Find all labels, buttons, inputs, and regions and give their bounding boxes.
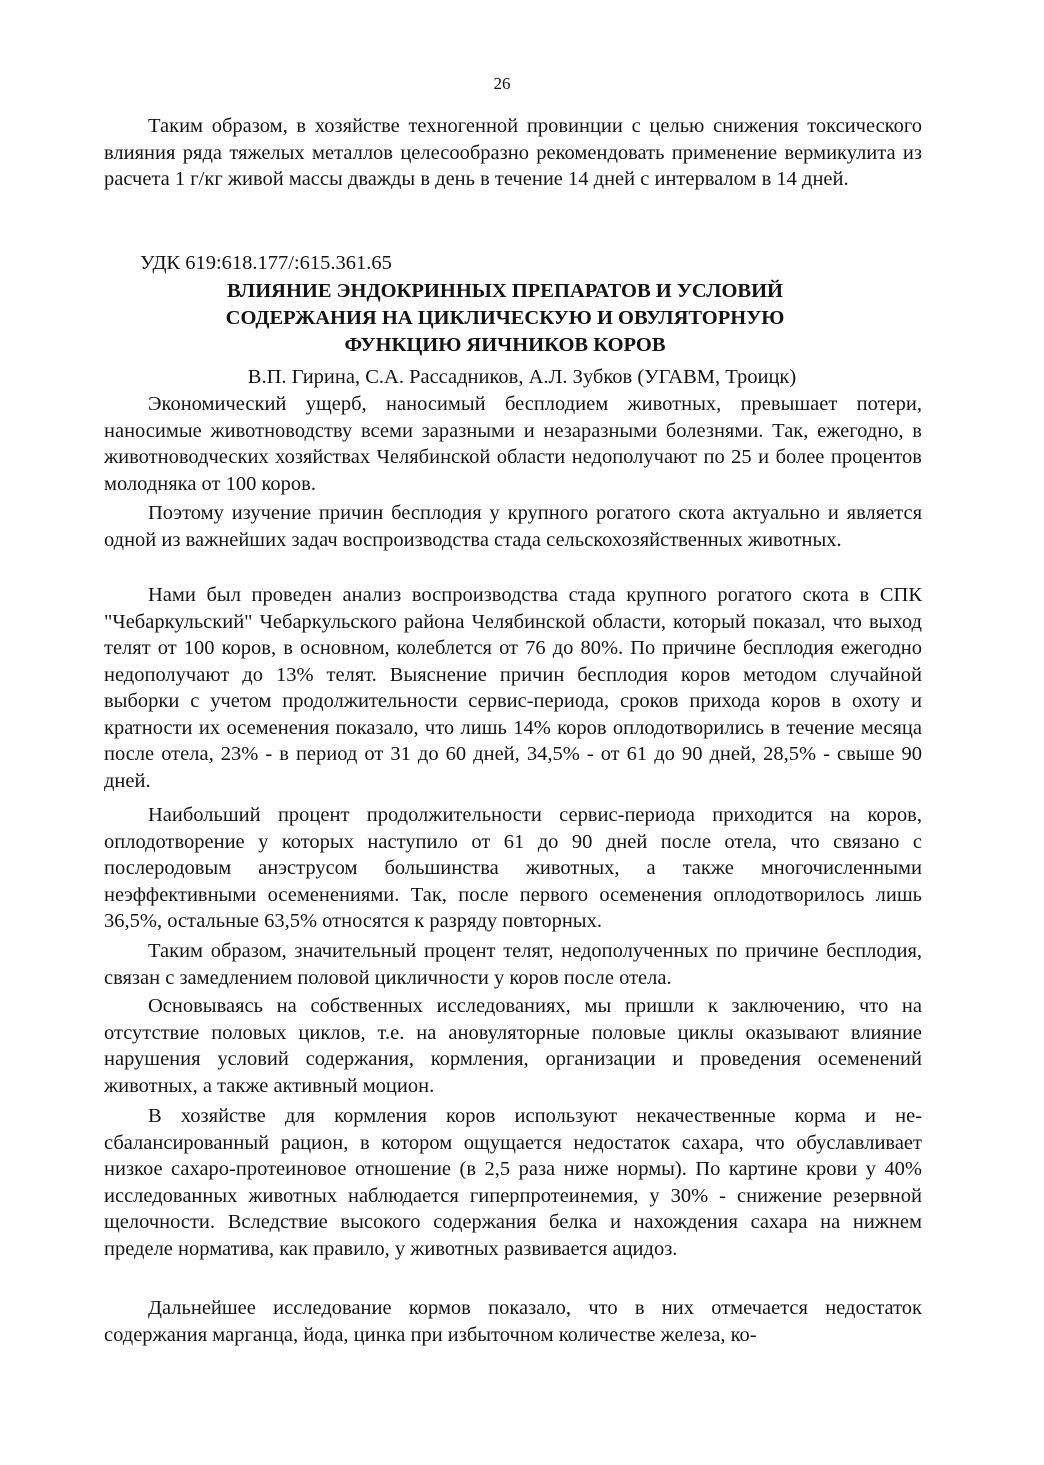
body-paragraph: Таким образом, значительный процент телят, недополученных по причине бесплодия, связан с замедлением половой цикличности у коров после отела. (104, 940, 922, 989)
body-paragraph: Наибольший процент продолжительности сервис-периода приходится на коров, оплодотворение у которых наступило от 61 до 90 дней после отела, что связано с послеродовым анэструсом большинства животных, а также многочисленными неэффективными осеменениями. Так, после первого осеменения оплодотворилось лишь 36,5%, остальные 63,5% относятся к разряду повторных. (104, 804, 922, 932)
title-line: ФУНКЦИЮ ЯИЧНИКОВ КОРОВ (344, 334, 666, 356)
udk-code: УДК 619:618.177/:615.361.65 (140, 252, 392, 274)
title-line: ВЛИЯНИЕ ЭНДОКРИННЫХ ПРЕПАРАТОВ И УСЛОВИЙ (227, 280, 783, 302)
body-paragraph: В хозяйстве для кормления коров используют некачественные корма и несбалансированный рацион, в котором ощущается недостаток сахара, что обуславливает низкое сахаро-протеиновое отношение (в 2,5 раза ниже нормы). По картине крови у 40% исследованных животных наблюдается гиперпротеинемия, у 30% - снижение резервной щелочности. Вследствие высокого содержания белка и нахождения сахара на нижнем пределе норматива, как правило, у животных развивается ацидоз. (104, 1105, 922, 1260)
body-paragraph: Нами был проведен анализ воспроизводства стада крупного рогатого скота в СПК "Чебаркульский" Чебаркульского района Челябинской области, который показал, что выход телят от 100 коров, в основном, колеблется от 76 до 80%. По причине бесплодия ежегодно недополучают до 13% телят. Выяснение причин бесплодия коров методом случайной выборки с учетом продолжительности сервис-периода, сроков прихода коров в охоту и кратности их осеменения показало, что лишь 14% коров оплодотворились в течение месяца после отела, 23% - в период от 31 до 60 дней, 34,5% - от 61 до 90 дней, 28,5% - свыше 90 дней. (104, 584, 922, 792)
body-paragraph: Дальнейшее исследование кормов показало, что в них отмечается недостаток содержания марганца, йода, цинка при избыточном количестве железа, ко- (104, 1297, 922, 1346)
page-number: 26 (493, 74, 511, 93)
title-line: СОДЕРЖАНИЯ НА ЦИКЛИЧЕСКУЮ И ОВУЛЯТОРНУЮ (225, 307, 785, 329)
article-authors: В.П. Гирина, С.А. Рассадников, А.Л. Зубков (УГАВМ, Троицк) (247, 366, 797, 388)
intro-paragraph: Таким образом, в хозяйстве техногенной провинции с целью снижения токсического влияния ряда тяжелых металлов целесообразно рекомендовать применение вермикулита из расчета 1 г/кг живой массы дважды в день в течение 14 дней с интервалом в 14 дней. (104, 115, 922, 190)
article-title (90, 278, 920, 359)
body-paragraph: Поэтому изучение причин бесплодия у крупного рогатого скота актуально и является одной из важнейших задач воспроизводства стада сельскохозяйственных животных. (104, 502, 922, 551)
body-paragraph: Экономический ущерб, наносимый бесплодием животных, превышает потери, наносимые животноводству всеми заразными и незаразными болезнями. Так, ежегодно, в животноводческих хозяйствах Челябинской области недополучают по 25 и более процентов молодняка от 100 коров. (104, 393, 922, 495)
body-paragraph: Основываясь на собственных исследованиях, мы пришли к заключению, что на отсутствие половых циклов, т.е. на ановуляторные половые циклы оказывают влияние нарушения условий содержания, кормления, организации и проведения осеменений животных, а также активный моцион. (104, 995, 922, 1097)
